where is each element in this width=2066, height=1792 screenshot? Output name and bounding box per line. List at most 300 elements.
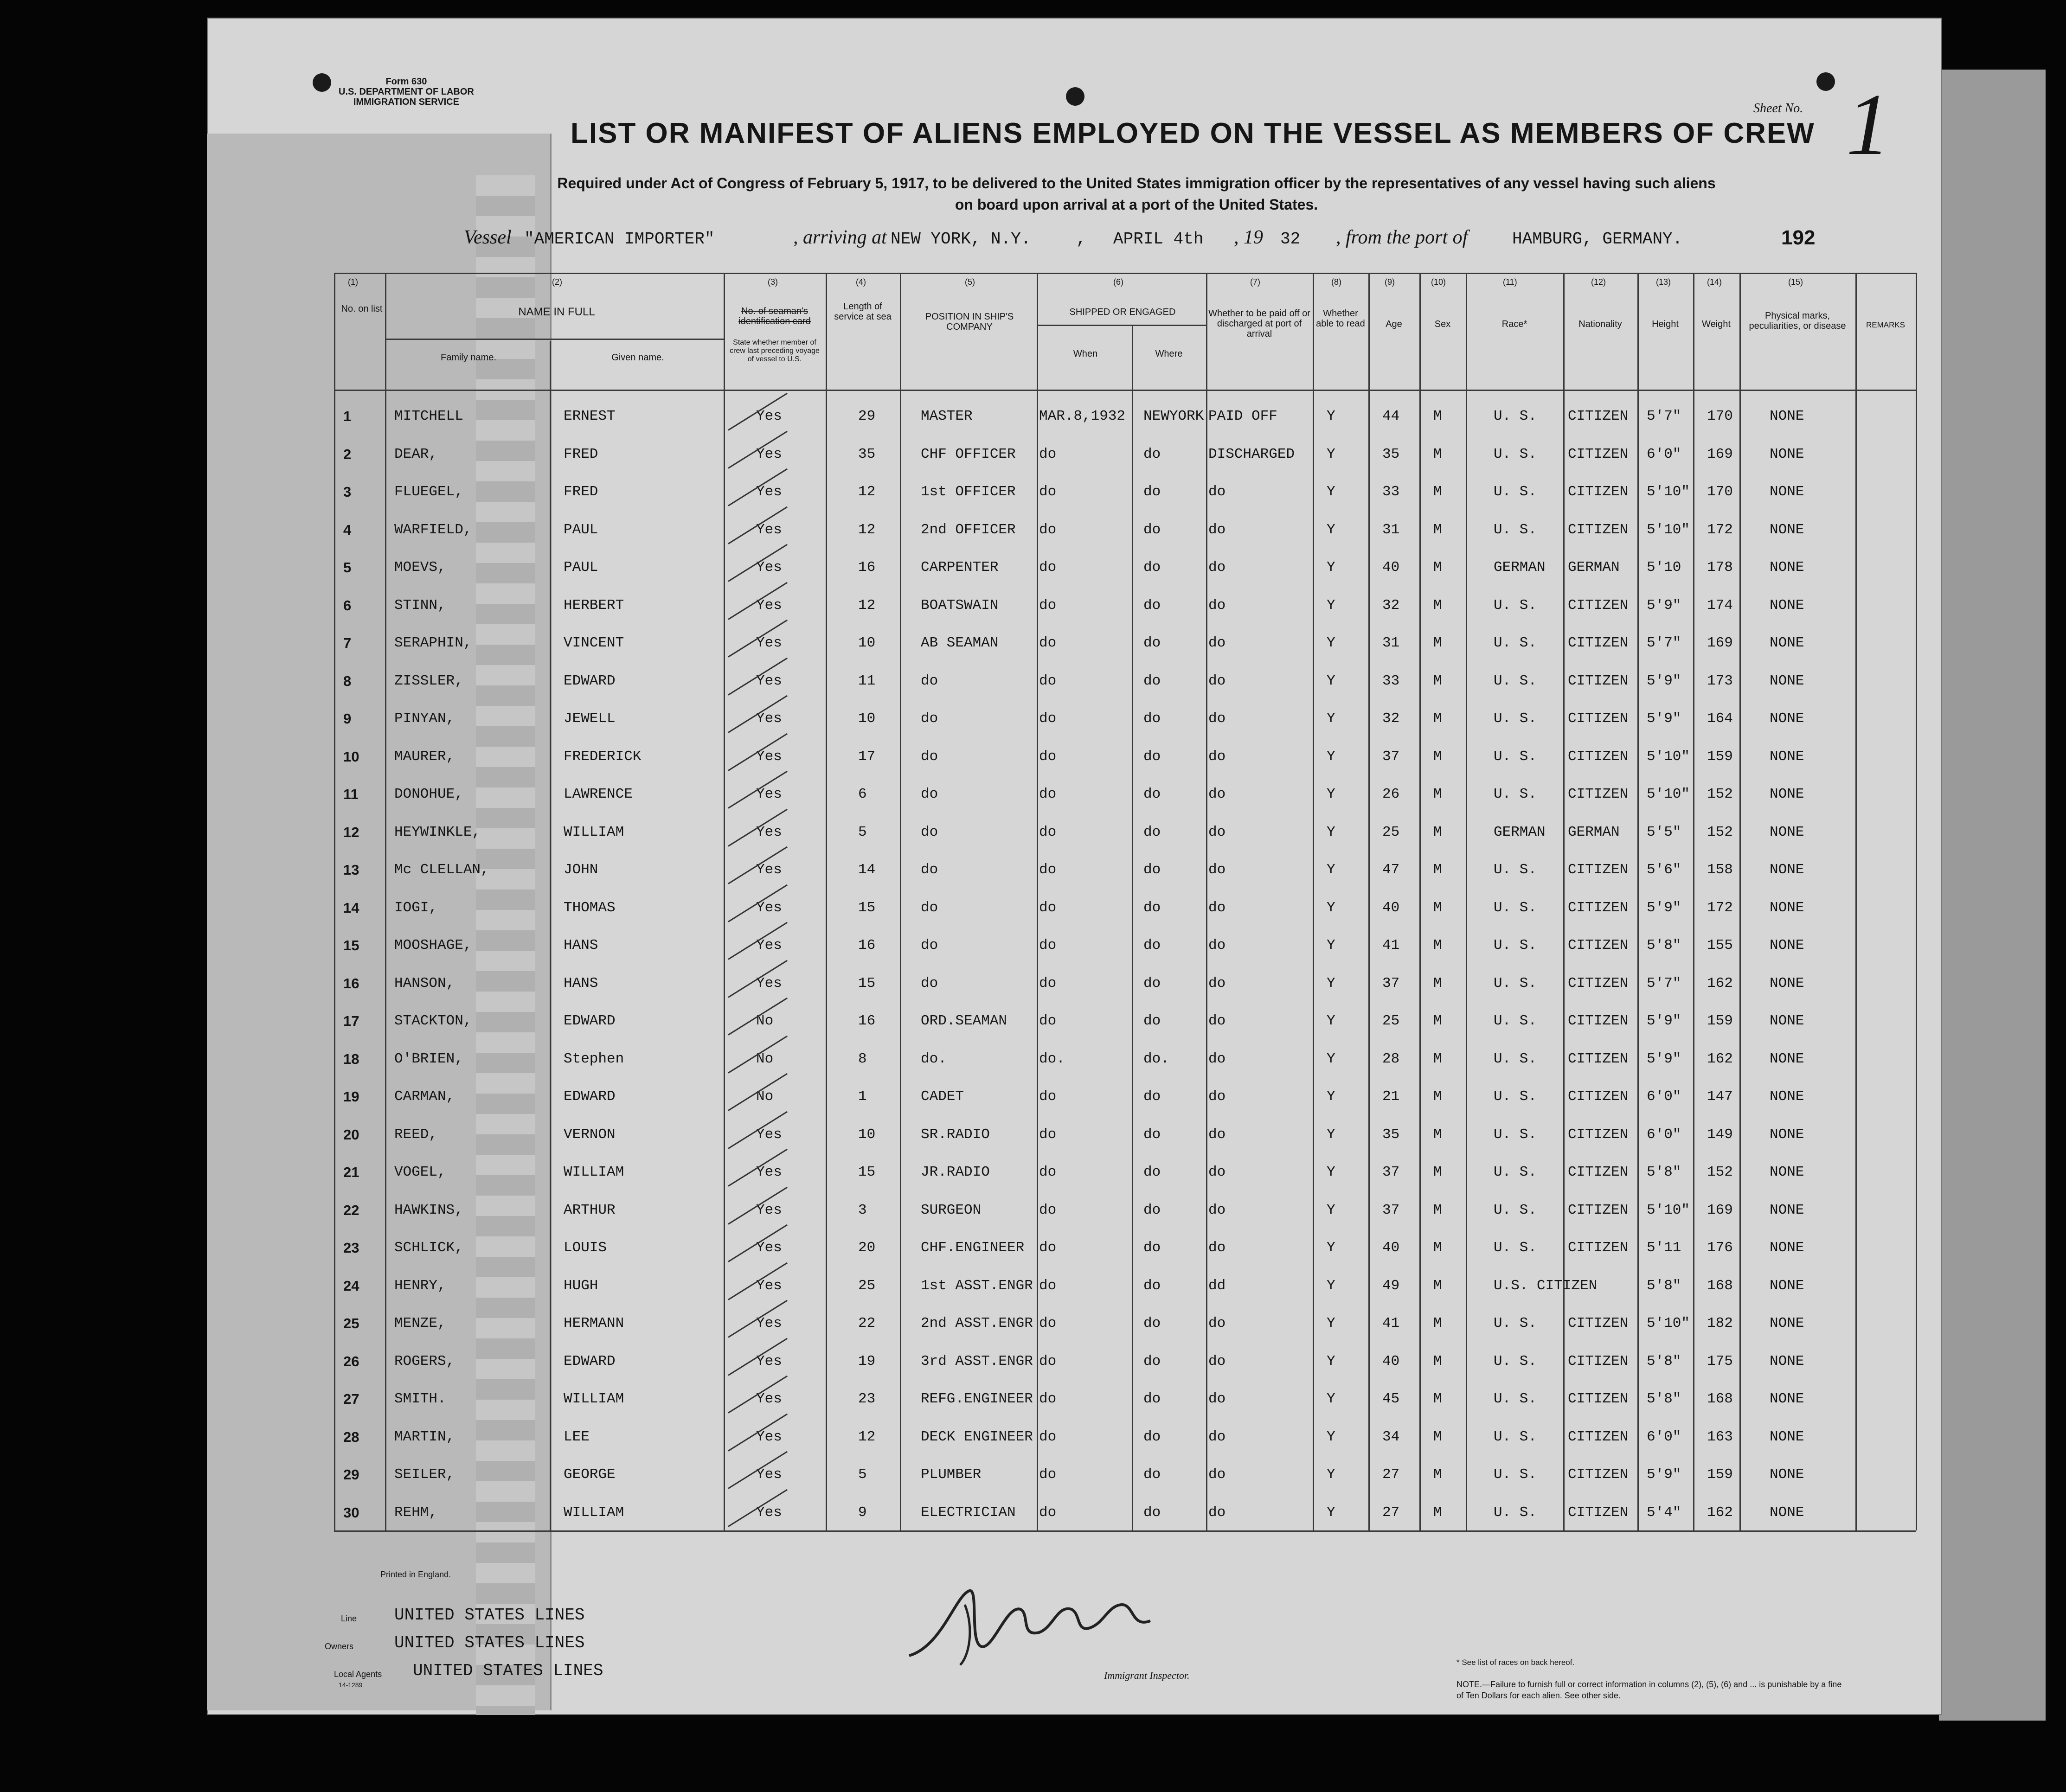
race-footnote: * See list of races on back hereof. [1456,1658,1575,1667]
shipped-where-cell: do [1143,1391,1161,1407]
given-name-cell: ERNEST [564,408,616,424]
physical-marks-cell: NONE [1770,937,1804,954]
shipped-when-cell: do. [1039,1050,1065,1067]
table-row [334,625,1916,663]
shipped-when-cell: do [1039,672,1057,689]
sex-cell: M [1433,521,1442,538]
arrival-port: NEW YORK, N.Y. [891,230,1031,249]
paid-off-cell: do [1208,1013,1226,1029]
physical-marks-cell: NONE [1770,975,1804,992]
sex-cell: M [1433,824,1442,840]
punch-hole-icon [1066,87,1084,106]
shipped-when-cell: do [1039,1353,1057,1370]
shipped-where-cell: do [1143,1088,1161,1105]
weight-cell: 170 [1707,408,1733,424]
shipped-when-cell: do [1039,975,1057,992]
family-name-cell: IOGI, [394,899,438,916]
weight-cell: 152 [1707,1164,1733,1180]
row-number-cell: 29 [343,1466,359,1483]
family-name-cell: MENZE, [394,1315,446,1331]
race-cell: GERMAN [1494,824,1546,840]
shipped-where-cell: do [1143,862,1161,878]
col-divider [1916,273,1917,1530]
position-cell: JR.RADIO [921,1164,990,1180]
row-number-cell: 3 [343,484,352,500]
shipped-when-cell: do [1039,710,1057,727]
sheet-number: 1 [1846,76,1890,173]
nationality-cell: CITIZEN [1568,748,1629,765]
weight-cell: 172 [1707,899,1733,916]
age-cell: 35 [1382,446,1400,462]
able-to-read-cell: Y [1327,408,1335,424]
age-cell: 34 [1382,1428,1400,1445]
nationality-cell: CITIZEN [1568,1088,1629,1105]
nationality-cell: GERMAN [1568,824,1620,840]
position-cell: do [921,824,938,840]
race-cell: U. S. [1494,786,1537,802]
sex-cell: M [1433,559,1442,576]
given-name-cell: VINCENT [564,635,624,651]
family-name-cell: MOOSHAGE, [394,937,472,954]
paid-off-cell: do [1208,484,1226,500]
able-to-read-cell: Y [1327,1504,1335,1521]
age-cell: 45 [1382,1391,1400,1407]
table-row [334,1343,1916,1382]
given-name-cell: HERBERT [564,597,624,614]
shipped-where-cell: do [1143,672,1161,689]
shipped-when-cell: do [1039,1504,1057,1521]
weight-cell: 159 [1707,1466,1733,1483]
table-row [334,890,1916,928]
height-cell: 5'10 [1647,559,1681,576]
header-sex: Sex [1434,319,1451,329]
shipped-where-cell: do [1143,975,1161,992]
arrival-year: 32 [1280,230,1301,249]
table-row [334,549,1916,588]
paid-off-cell: do [1208,1315,1226,1331]
table-row [334,398,1916,436]
given-name-cell: EDWARD [564,672,616,689]
paid-off-cell: do [1208,559,1226,576]
weight-cell: 152 [1707,786,1733,802]
given-name-cell: HANS [564,975,598,992]
previous-voyage-cell: Yes [756,862,782,878]
row-number-cell: 2 [343,446,352,462]
nationality-cell: CITIZEN [1568,597,1629,614]
shipped-when-cell: do [1039,1088,1057,1105]
header-family-name: Family name. [440,352,497,363]
able-to-read-cell: Y [1327,1088,1335,1105]
able-to-read-cell: Y [1327,484,1335,500]
shipped-where-cell: NEWYORK [1143,408,1204,424]
printed-note: Printed in England. [380,1570,451,1579]
previous-voyage-cell: Yes [756,1126,782,1143]
height-cell: 5'9" [1647,1466,1681,1483]
weight-cell: 155 [1707,937,1733,954]
height-cell: 5'10" [1647,1315,1690,1331]
shipped-where-cell: do [1143,710,1161,727]
service-length-cell: 15 [858,899,876,916]
race-cell: U. S. [1494,635,1537,651]
paid-off-cell: do [1208,1240,1226,1256]
weight-cell: 168 [1707,1391,1733,1407]
shipped-where-cell: do [1143,1164,1161,1180]
shipped-when-cell: do [1039,1466,1057,1483]
year-label: , 19 [1234,227,1263,248]
shipped-where-cell: do. [1143,1050,1169,1067]
agents-value: UNITED STATES LINES [413,1661,603,1680]
paid-off-cell: do [1208,975,1226,992]
shipped-when-cell: do [1039,1126,1057,1143]
sex-cell: M [1433,748,1442,765]
previous-voyage-cell: No [756,1050,774,1067]
header-weight: Weight [1702,319,1731,329]
row-number-cell: 20 [343,1126,359,1143]
service-length-cell: 29 [858,408,876,424]
weight-cell: 159 [1707,1013,1733,1029]
header-seaman-note: State whether member of crew last preceding voyage of vessel to U.S. [730,339,820,363]
race-cell: U. S. [1494,597,1537,614]
previous-voyage-cell: Yes [756,786,782,802]
table-row [334,851,1916,890]
physical-marks-cell: NONE [1770,899,1804,916]
row-number-cell: 15 [343,937,359,954]
nationality-cell: CITIZEN [1568,1428,1629,1445]
height-cell: 5'9" [1647,1013,1681,1029]
service-length-cell: 20 [858,1240,876,1256]
able-to-read-cell: Y [1327,1013,1335,1029]
position-cell: DECK ENGINEER [921,1428,1033,1445]
able-to-read-cell: Y [1327,824,1335,840]
given-name-cell: LAWRENCE [564,786,633,802]
position-cell: do [921,862,938,878]
physical-marks-cell: NONE [1770,484,1804,500]
previous-voyage-cell: Yes [756,975,782,992]
weight-cell: 162 [1707,1050,1733,1067]
weight-cell: 170 [1707,484,1733,500]
shipped-when-cell: do [1039,1428,1057,1445]
previous-voyage-cell: Yes [756,824,782,840]
check-mark-icon [728,998,788,1036]
height-cell: 5'8" [1647,1164,1681,1180]
given-name-cell: GEORGE [564,1466,616,1483]
shipped-where-cell: do [1143,937,1161,954]
department: U.S. DEPARTMENT OF LABOR [339,87,474,97]
row-number-cell: 30 [343,1504,359,1521]
table-border-top [334,273,1916,274]
column-number: (15) [1788,277,1803,287]
nationality-cell: CITIZEN [1568,1353,1629,1370]
previous-voyage-cell: Yes [756,1315,782,1331]
height-cell: 6'0" [1647,1126,1681,1143]
family-name-cell: DONOHUE, [394,786,463,802]
shipped-where-cell: do [1143,899,1161,916]
row-number-cell: 24 [343,1277,359,1294]
service-length-cell: 12 [858,1428,876,1445]
weight-cell: 168 [1707,1277,1733,1294]
paid-off-cell: do [1208,1126,1226,1143]
age-cell: 31 [1382,635,1400,651]
nationality-cell: GERMAN [1568,559,1620,576]
service-length-cell: 15 [858,1164,876,1180]
race-cell: U. S. [1494,1240,1537,1256]
position-cell: do [921,710,938,727]
service-length-cell: 12 [858,597,876,614]
age-cell: 26 [1382,786,1400,802]
paid-off-cell: do [1208,748,1226,765]
weight-cell: 169 [1707,635,1733,651]
service-length-cell: 1 [858,1088,867,1105]
height-cell: 5'7" [1647,975,1681,992]
header-subdivider [1037,325,1206,326]
family-name-cell: SEILER, [394,1466,455,1483]
header-remarks: REMARKS [1866,320,1906,329]
given-name-cell: LEE [564,1428,590,1445]
row-number-cell: 21 [343,1164,359,1180]
weight-cell: 174 [1707,597,1733,614]
back-sheet [1939,70,2046,1721]
table-row [334,700,1916,739]
weight-cell: 169 [1707,446,1733,462]
table-row [334,814,1916,852]
shipped-where-cell: do [1143,1277,1161,1294]
position-cell: MASTER [921,408,973,424]
nationality-cell: CITIZEN [1568,1013,1629,1029]
service-length-cell: 22 [858,1315,876,1331]
previous-voyage-cell: Yes [756,937,782,954]
column-number: (9) [1385,277,1395,287]
given-name-cell: ARTHUR [564,1202,616,1218]
paid-off-cell: dd [1208,1277,1226,1294]
nationality-cell: CITIZEN [1568,710,1629,727]
table-row [334,436,1916,474]
given-name-cell: THOMAS [564,899,616,916]
service-length-cell: 6 [858,786,867,802]
column-number: (14) [1707,277,1722,287]
given-name-cell: EDWARD [564,1013,616,1029]
sex-cell: M [1433,1277,1442,1294]
check-mark-icon [728,1073,788,1111]
physical-marks-cell: NONE [1770,1164,1804,1180]
inspector-label: Immigrant Inspector. [1104,1670,1190,1681]
age-cell: 37 [1382,748,1400,765]
paid-off-cell: do [1208,1466,1226,1483]
sex-cell: M [1433,446,1442,462]
shipped-when-cell: do [1039,1391,1057,1407]
header-when: When [1073,349,1098,359]
sex-cell: M [1433,1240,1442,1256]
family-name-cell: ZISSLER, [394,672,463,689]
shipped-when-cell: do [1039,597,1057,614]
table-row [334,1154,1916,1192]
shipped-where-cell: do [1143,1240,1161,1256]
age-cell: 40 [1382,1240,1400,1256]
height-cell: 5'10" [1647,786,1690,802]
header-seaman-id: No. of seaman's identification card [738,306,811,326]
row-number-cell: 23 [343,1240,359,1256]
able-to-read-cell: Y [1327,710,1335,727]
table-row [334,587,1916,626]
height-cell: 5'8" [1647,1353,1681,1370]
able-to-read-cell: Y [1327,1353,1335,1370]
paid-off-cell: do [1208,635,1226,651]
nationality-cell: CITIZEN [1568,1126,1629,1143]
race-cell: U. S. [1494,446,1537,462]
race-cell: GERMAN [1494,559,1546,576]
race-cell: U. S. [1494,1013,1537,1029]
paid-off-cell: do [1208,1353,1226,1370]
from-label: , from the port of [1336,227,1468,248]
nationality-cell: CITIZEN [1568,1240,1629,1256]
service-length-cell: 25 [858,1277,876,1294]
service-length-cell: 8 [858,1050,867,1067]
position-cell: CHF OFFICER [921,446,1016,462]
position-cell: 2nd OFFICER [921,521,1016,538]
physical-marks-cell: NONE [1770,862,1804,878]
physical-marks-cell: NONE [1770,1353,1804,1370]
given-name-cell: WILLIAM [564,1391,624,1407]
table-row [334,1494,1916,1533]
service-length-cell: 10 [858,635,876,651]
position-cell: do. [921,1050,947,1067]
able-to-read-cell: Y [1327,635,1335,651]
table-row [334,927,1916,966]
nationality-cell: CITIZEN [1568,521,1629,538]
table-row [334,1041,1916,1079]
race-cell: U. S. [1494,862,1537,878]
able-to-read-cell: Y [1327,786,1335,802]
column-number: (4) [856,277,866,287]
given-name-cell: WILLIAM [564,824,624,840]
weight-cell: 162 [1707,1504,1733,1521]
position-cell: CADET [921,1088,964,1105]
family-name-cell: Mc CLELLAN, [394,862,489,878]
service-length-cell: 10 [858,1126,876,1143]
height-cell: 5'5" [1647,824,1681,840]
weight-cell: 163 [1707,1428,1733,1445]
family-name-cell: CARMAN, [394,1088,455,1105]
age-cell: 32 [1382,710,1400,727]
paid-off-cell: do [1208,1164,1226,1180]
shipped-when-cell: do [1039,635,1057,651]
position-cell: CHF.ENGINEER [921,1240,1025,1256]
physical-marks-cell: NONE [1770,559,1804,576]
family-name-cell: VOGEL, [394,1164,446,1180]
age-cell: 49 [1382,1277,1400,1294]
shipped-when-cell: MAR.8,1932 [1039,408,1126,424]
row-number-cell: 14 [343,899,359,916]
service-name: IMMIGRATION SERVICE [353,97,460,107]
previous-voyage-cell: Yes [756,559,782,576]
nationality-cell: CITIZEN [1568,975,1629,992]
sex-cell: M [1433,1164,1442,1180]
sex-cell: M [1433,1202,1442,1218]
given-name-cell: WILLIAM [564,1504,624,1521]
physical-marks-cell: NONE [1770,408,1804,424]
weight-cell: 149 [1707,1126,1733,1143]
height-cell: 5'8" [1647,937,1681,954]
height-cell: 5'9" [1647,710,1681,727]
given-name-cell: HUGH [564,1277,598,1294]
row-number-cell: 13 [343,862,359,878]
height-cell: 6'0" [1647,446,1681,462]
previous-voyage-cell: Yes [756,1164,782,1180]
sex-cell: M [1433,710,1442,727]
shipped-when-cell: do [1039,899,1057,916]
table-row [334,1116,1916,1155]
height-cell: 5'10" [1647,748,1690,765]
family-name-cell: ROGERS, [394,1353,455,1370]
height-cell: 5'10" [1647,484,1690,500]
column-number: (7) [1250,277,1260,287]
shipped-where-cell: do [1143,484,1161,500]
physical-marks-cell: NONE [1770,672,1804,689]
height-cell: 5'10" [1647,521,1690,538]
shipped-where-cell: do [1143,824,1161,840]
shipped-where-cell: do [1143,1202,1161,1218]
weight-cell: 176 [1707,1240,1733,1256]
weight-cell: 178 [1707,559,1733,576]
shipped-when-cell: do [1039,1013,1057,1029]
sex-cell: M [1433,597,1442,614]
table-row [334,512,1916,550]
sex-cell: M [1433,635,1442,651]
form-header [339,77,474,107]
age-cell: 27 [1382,1504,1400,1521]
race-cell: U. S. [1494,408,1537,424]
previous-voyage-cell: Yes [756,521,782,538]
previous-voyage-cell: Yes [756,1202,782,1218]
column-number: (12) [1591,277,1606,287]
physical-marks-cell: NONE [1770,1391,1804,1407]
shipped-when-cell: do [1039,446,1057,462]
race-cell: U. S. [1494,1088,1537,1105]
able-to-read-cell: Y [1327,1277,1335,1294]
height-cell: 5'6" [1647,862,1681,878]
family-name-cell: SMITH. [394,1391,446,1407]
age-cell: 33 [1382,484,1400,500]
row-number-cell: 28 [343,1428,359,1445]
previous-voyage-cell: Yes [756,1428,782,1445]
race-cell: U. S. [1494,1050,1537,1067]
service-length-cell: 23 [858,1391,876,1407]
race-cell: U. S. [1494,899,1537,916]
able-to-read-cell: Y [1327,446,1335,462]
inspector-signature [900,1577,1160,1670]
nationality-cell: CITIZEN [1568,672,1629,689]
sex-cell: M [1433,408,1442,424]
able-to-read-cell: Y [1327,975,1335,992]
height-cell: 5'10" [1647,1202,1690,1218]
able-to-read-cell: Y [1327,1050,1335,1067]
line-value: UNITED STATES LINES [394,1606,585,1625]
weight-cell: 158 [1707,862,1733,878]
height-cell: 5'8" [1647,1391,1681,1407]
table-row [334,1003,1916,1041]
previous-voyage-cell: Yes [756,1504,782,1521]
race-cell: U. S. [1494,1428,1537,1445]
row-number-cell: 1 [343,408,352,424]
paid-off-cell: do [1208,1202,1226,1218]
service-length-cell: 10 [858,710,876,727]
position-cell: do [921,975,938,992]
height-cell: 5'7" [1647,635,1681,651]
height-cell: 5'8" [1647,1277,1681,1294]
nationality-cell: CITIZEN [1568,1050,1629,1067]
header-physical-marks: Physical marks, peculiarities, or disease [1749,311,1846,331]
family-name-cell: STACKTON, [394,1013,472,1029]
age-cell: 41 [1382,1315,1400,1331]
